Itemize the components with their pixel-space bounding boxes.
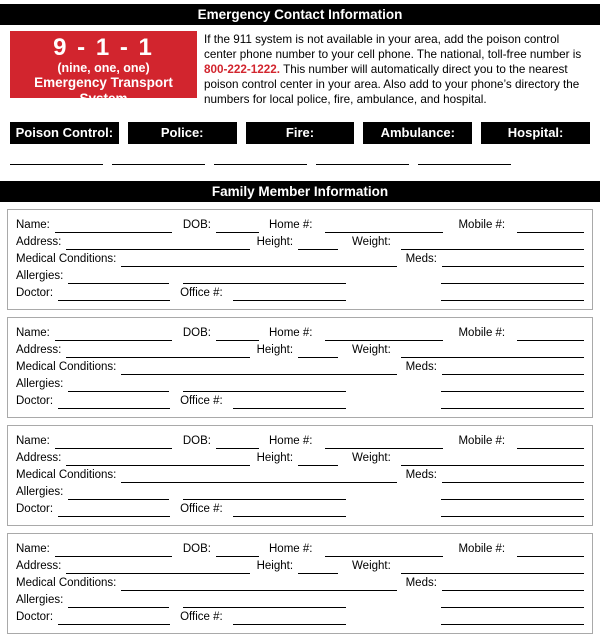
medical-conditions-blank-line [121, 362, 396, 375]
address-blank-line [66, 237, 249, 250]
height-blank-line [298, 345, 338, 358]
mobile-number-blank-line [517, 544, 584, 557]
allergies-label: Allergies: [16, 270, 64, 282]
contact-blank-line [418, 144, 511, 165]
weight-blank-line [401, 345, 584, 358]
member-row-doctor [16, 284, 584, 301]
allergies-blank-line [68, 271, 169, 284]
dob-label: DOB: [182, 327, 211, 339]
family-member-block [7, 425, 593, 526]
height-blank-line [298, 561, 338, 574]
home-number-label: Home #: [269, 543, 313, 555]
extra-blank-line [441, 612, 584, 625]
meds-label: Meds: [405, 577, 437, 589]
dob-blank-line [216, 544, 259, 557]
office-number-label: Office #: [180, 611, 223, 623]
name-blank-line [55, 436, 172, 449]
intro-paragraph [204, 32, 590, 107]
allergies-blank-line [68, 379, 169, 392]
intro-row [10, 31, 590, 107]
contact-blank-line [10, 144, 103, 165]
family-member-block [7, 317, 593, 418]
dob-blank-line [216, 220, 259, 233]
medical-conditions-label: Medical Conditions: [16, 577, 117, 589]
member-row-allergies [16, 375, 584, 392]
medical-conditions-label: Medical Conditions: [16, 361, 117, 373]
allergies-extra-blank-line [183, 271, 346, 284]
height-label: Height: [256, 560, 294, 572]
member-row-allergies [16, 267, 584, 284]
member-row-doctor [16, 608, 584, 625]
mobile-number-blank-line [517, 220, 584, 233]
height-label: Height: [256, 236, 294, 248]
section-title: Family Member Information [211, 184, 389, 199]
name-blank-line [55, 328, 172, 341]
address-blank-line [66, 561, 249, 574]
office-number-blank-line [233, 504, 346, 517]
office-number-blank-line [233, 288, 346, 301]
medical-conditions-blank-line [121, 254, 396, 267]
name-blank-line [55, 544, 172, 557]
member-row-medical [16, 250, 584, 267]
intro-text-after: This number will automatically direct you to the nearest poison control center in your area. Also add to your phone’s directory the numbers for local police, fire, ambulance, and hospital. [204, 63, 580, 106]
home-number-blank-line [325, 544, 443, 557]
allergies-extra-blank-line [183, 487, 346, 500]
member-row-identity [16, 432, 584, 449]
name-label: Name: [16, 327, 50, 339]
doctor-blank-line [58, 612, 170, 625]
home-number-blank-line [325, 220, 443, 233]
member-row-allergies [16, 591, 584, 608]
medical-conditions-blank-line [121, 578, 396, 591]
member-row-address [16, 233, 584, 250]
allergies-blank-line [68, 487, 169, 500]
extra-blank-line [441, 504, 584, 517]
member-row-medical [16, 358, 584, 375]
mobile-number-label: Mobile #: [458, 543, 506, 555]
allergies-label: Allergies: [16, 378, 64, 390]
member-row-address [16, 557, 584, 574]
family-member-blocks [0, 209, 600, 634]
allergies-label: Allergies: [16, 486, 64, 498]
911-number: 9 - 1 - 1 [53, 34, 154, 61]
doctor-label: Doctor: [16, 503, 54, 515]
doctor-blank-line [58, 396, 170, 409]
weight-blank-line [401, 561, 584, 574]
extra-blank-line [441, 396, 584, 409]
weight-label: Weight: [352, 452, 391, 464]
name-label: Name: [16, 435, 50, 447]
contact-blank-line [214, 144, 307, 165]
weight-label: Weight: [352, 236, 391, 248]
allergies-extra-blank-line [183, 595, 346, 608]
address-blank-line [66, 453, 249, 466]
address-label: Address: [16, 452, 62, 464]
member-row-address [16, 341, 584, 358]
mobile-number-label: Mobile #: [458, 435, 506, 447]
allergies-extra-blank-line [183, 379, 346, 392]
height-blank-line [298, 453, 338, 466]
member-row-address [16, 449, 584, 466]
contact-blank-line [316, 144, 409, 165]
weight-blank-line [401, 453, 584, 466]
office-number-label: Office #: [180, 503, 223, 515]
member-row-identity [16, 324, 584, 341]
medical-conditions-label: Medical Conditions: [16, 469, 117, 481]
allergies-label: Allergies: [16, 594, 64, 606]
office-number-blank-line [233, 612, 346, 625]
mobile-number-label: Mobile #: [458, 219, 506, 231]
office-number-label: Office #: [180, 395, 223, 407]
member-row-doctor [16, 392, 584, 409]
dob-blank-line [216, 436, 259, 449]
contact-label-ambulance: Ambulance: [363, 122, 472, 144]
section-title: Emergency Contact Information [197, 7, 403, 22]
doctor-blank-line [58, 504, 170, 517]
meds-blank-line [442, 470, 584, 483]
height-blank-line [298, 237, 338, 250]
dob-label: DOB: [182, 543, 211, 555]
emergency-contact-blanks-row [10, 144, 590, 165]
member-row-doctor [16, 500, 584, 517]
member-row-identity [16, 540, 584, 557]
height-label: Height: [256, 344, 294, 356]
name-label: Name: [16, 219, 50, 231]
emergency-contact-labels-row [10, 122, 590, 144]
meds-extra-blank-line [441, 379, 584, 392]
911-subtitle: (nine, one, one) [57, 61, 150, 75]
home-number-blank-line [325, 328, 443, 341]
name-blank-line [55, 220, 172, 233]
intro-text-before: If the 911 system is not available in your area, add the poison control center phone number to your cell phone. The national, toll-free number is [204, 33, 582, 61]
meds-blank-line [442, 362, 584, 375]
mobile-number-blank-line [517, 328, 584, 341]
medical-conditions-label: Medical Conditions: [16, 253, 117, 265]
doctor-label: Doctor: [16, 611, 54, 623]
meds-extra-blank-line [441, 487, 584, 500]
doctor-label: Doctor: [16, 395, 54, 407]
member-row-allergies [16, 483, 584, 500]
family-member-block [7, 209, 593, 310]
member-row-medical [16, 466, 584, 483]
mobile-number-blank-line [517, 436, 584, 449]
meds-label: Meds: [405, 361, 437, 373]
meds-blank-line [442, 578, 584, 591]
home-number-label: Home #: [269, 435, 313, 447]
office-number-label: Office #: [180, 287, 223, 299]
allergies-blank-line [68, 595, 169, 608]
contact-label-poison-control: Poison Control: [10, 122, 119, 144]
member-row-medical [16, 574, 584, 591]
home-number-blank-line [325, 436, 443, 449]
dob-blank-line [216, 328, 259, 341]
mobile-number-label: Mobile #: [458, 327, 506, 339]
contact-blank-line [112, 144, 205, 165]
office-number-blank-line [233, 396, 346, 409]
meds-label: Meds: [405, 469, 437, 481]
family-member-block [7, 533, 593, 634]
dob-label: DOB: [182, 219, 211, 231]
height-label: Height: [256, 452, 294, 464]
address-blank-line [66, 345, 249, 358]
section-header-family-member [0, 181, 600, 202]
contact-label-police: Police: [128, 122, 237, 144]
address-label: Address: [16, 236, 62, 248]
name-label: Name: [16, 543, 50, 555]
home-number-label: Home #: [269, 327, 313, 339]
contact-label-hospital: Hospital: [481, 122, 590, 144]
emergency-contact-form [0, 4, 600, 634]
member-row-identity [16, 216, 584, 233]
weight-blank-line [401, 237, 584, 250]
contact-label-fire: Fire: [246, 122, 355, 144]
meds-extra-blank-line [441, 271, 584, 284]
meds-blank-line [442, 254, 584, 267]
address-label: Address: [16, 344, 62, 356]
911-caption: Emergency Transport System [34, 75, 173, 106]
poison-control-phone-number: 800-222-1222. [204, 63, 281, 76]
dob-label: DOB: [182, 435, 211, 447]
meds-label: Meds: [405, 253, 437, 265]
home-number-label: Home #: [269, 219, 313, 231]
weight-label: Weight: [352, 560, 391, 572]
address-label: Address: [16, 560, 62, 572]
medical-conditions-blank-line [121, 470, 396, 483]
meds-extra-blank-line [441, 595, 584, 608]
911-emergency-box [10, 31, 197, 106]
weight-label: Weight: [352, 344, 391, 356]
doctor-label: Doctor: [16, 287, 54, 299]
section-header-emergency-contact [0, 4, 600, 25]
doctor-blank-line [58, 288, 170, 301]
extra-blank-line [441, 288, 584, 301]
